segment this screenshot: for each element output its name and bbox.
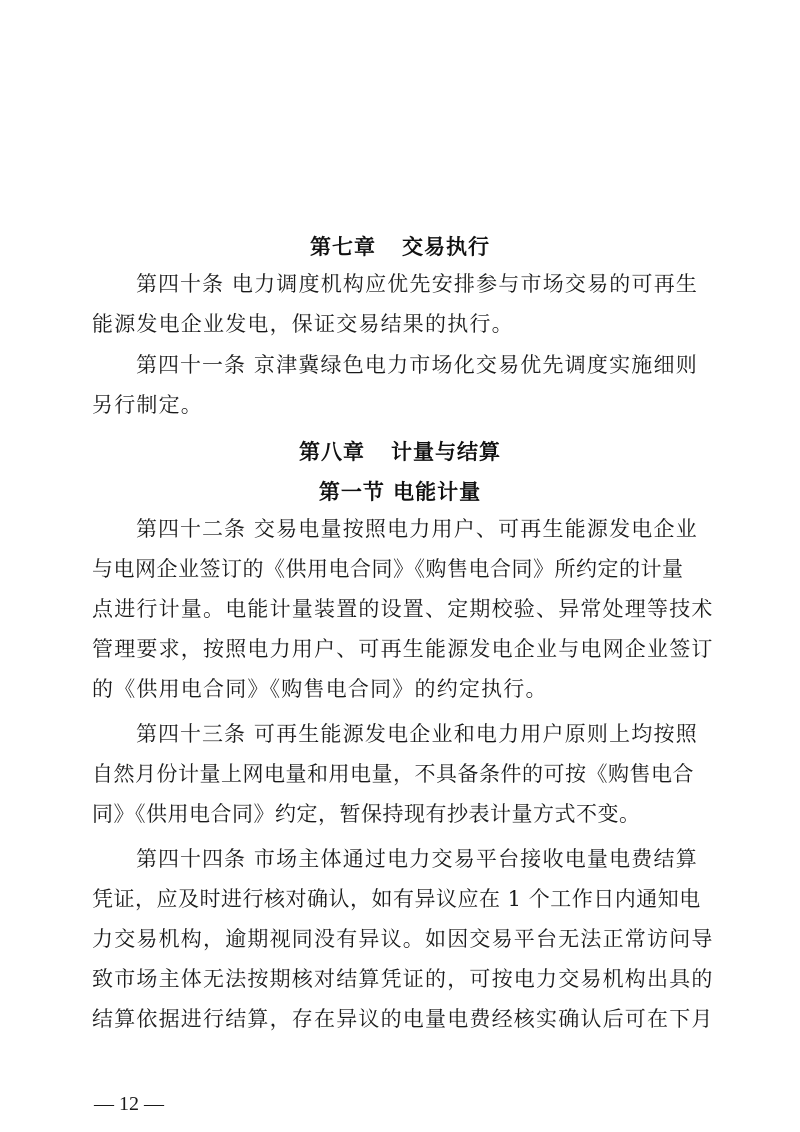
article-41-line-1 xyxy=(136,352,698,378)
article-44-line-1 xyxy=(136,846,698,872)
article-41-line-2: 另行制定。 xyxy=(92,393,203,417)
article-42-text-1: 交易电量按照电力用户、可再生能源发电企业 xyxy=(253,517,698,541)
article-43-line-2: 自然月份计量上网电量和用电量，不具备条件的可按《购售电合 xyxy=(92,762,694,786)
article-42-label: 第四十二条 xyxy=(136,517,246,541)
article-42-line-5: 的《供用电合同》《购售电合同》的约定执行。 xyxy=(92,677,548,701)
article-42-line-3: 点进行计量。电能计量装置的设置、定期校验、异常处理等技术 xyxy=(92,597,714,621)
chapter-8-heading xyxy=(0,436,800,466)
chapter-8-number: 第八章 xyxy=(299,440,365,464)
article-40-text-1: 电力调度机构应优先安排参与市场交易的可再生 xyxy=(231,272,699,296)
article-43-line-1 xyxy=(136,721,698,747)
article-42-line-2: 与电网企业签订的《供用电合同》《购售电合同》所约定的计量 xyxy=(92,557,684,581)
article-44-line-2: 凭证，应及时进行核对确认，如有异议应在 1 个工作日内通知电 xyxy=(92,887,701,911)
chapter-7-title: 交易执行 xyxy=(402,235,490,259)
article-44-line-5: 结算依据进行结算，存在异议的电量电费经核实确认后可在下月 xyxy=(92,1007,714,1031)
section-1-number: 第一节 xyxy=(318,480,385,504)
page-number: — 12 — xyxy=(94,1093,164,1115)
chapter-8-title: 计量与结算 xyxy=(391,440,501,464)
article-44-text-1: 市场主体通过电力交易平台接收电量电费结算 xyxy=(253,847,698,871)
chapter-7-heading xyxy=(0,231,800,261)
article-43-label: 第四十三条 xyxy=(136,722,246,746)
article-41-text-1: 京津冀绿色电力市场化交易优先调度实施细则 xyxy=(253,353,698,377)
article-40-line-2: 能源发电企业发电，保证交易结果的执行。 xyxy=(92,312,514,336)
article-40-label: 第四十条 xyxy=(136,272,224,296)
article-44-line-4: 致市场主体无法按期核对结算凭证的，可按电力交易机构出具的 xyxy=(92,967,714,991)
article-41-label: 第四十一条 xyxy=(136,353,246,377)
article-42-line-4: 管理要求，按照电力用户、可再生能源发电企业与电网企业签订 xyxy=(92,637,714,661)
article-44-line-3: 力交易机构，逾期视同没有异议。如因交易平台无法正常访问导 xyxy=(92,927,714,951)
article-43-text-1: 可再生能源发电企业和电力用户原则上均按照 xyxy=(253,722,698,746)
section-1-title: 电能计量 xyxy=(393,480,482,504)
section-1-heading xyxy=(0,476,800,506)
article-43-line-3: 同》《供用电合同》约定，暂保持现有抄表计量方式不变。 xyxy=(92,802,641,826)
article-40-line-1 xyxy=(136,271,698,297)
article-42-line-1 xyxy=(136,516,698,542)
chapter-7-number: 第七章 xyxy=(310,235,376,259)
article-44-label: 第四十四条 xyxy=(136,847,246,871)
